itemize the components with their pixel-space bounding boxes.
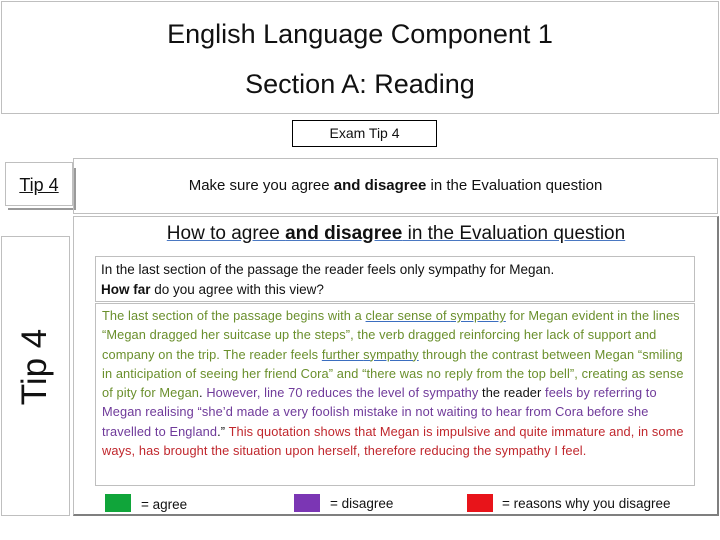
instruction-text-start: Make sure you agree	[188, 177, 334, 194]
answer-agree-1: The last section of the passage begins with a	[102, 308, 366, 323]
answer-disagree-1: However, line 70 reduces the level of sympathy	[206, 385, 483, 401]
question-rest: do you agree with this view?	[150, 282, 324, 297]
how-heading-bold: and disagree	[285, 223, 403, 244]
question-bold: How far	[101, 282, 151, 297]
question-box	[95, 256, 695, 302]
answer-punctuation-2: .”	[217, 423, 229, 439]
answer-agree-3: through the contrast between Megan “smiling in anticipation of seeing her friend Cora” and “there was no reply from the top bell”, creating as sense of pity for Megan	[102, 346, 684, 401]
tip-label: Tip 4	[5, 162, 73, 206]
legend-label-agree: = agree	[141, 497, 188, 512]
question-line-2	[101, 280, 694, 300]
title-banner	[1, 1, 719, 114]
how-heading-start: How to agree	[166, 223, 286, 244]
exam-tip-badge: Exam Tip 4	[292, 120, 437, 147]
legend-swatch-disagree	[294, 494, 320, 512]
answer-agree-emphasis-2: sympathy	[450, 308, 506, 323]
instruction-box	[73, 158, 718, 214]
answer-agree-2: for Megan evident in the lines “Megan dragged her suitcase up the steps”, the verb dragged reinforcing her lack of support and company on the trip. The reader feels	[102, 308, 680, 362]
legend-swatch-agree	[105, 494, 131, 512]
answer-disagree-2: feels by referring to Megan realising “she’d made a very foolish mistake in not waiting to hear from Cora before she travelled to England	[102, 385, 657, 439]
answer-agree-emphasis-3: further	[321, 346, 364, 362]
instruction-text-end: in the Evaluation question	[426, 177, 603, 194]
answer-agree-emphasis-1: clear sense of	[365, 308, 451, 323]
instruction-text-bold: and disagree	[333, 177, 427, 194]
answer-punctuation-1: .	[199, 385, 207, 401]
page-subtitle: Section A: Reading	[245, 69, 475, 99]
page-title: English Language Component 1	[167, 19, 553, 49]
model-answer	[95, 303, 695, 486]
legend-label-reasons: = reasons why you disagree	[502, 496, 671, 511]
answer-reason: This quotation shows that Megan is impulsive and quite immature and, in some ways, has brought the situation upon herself, therefore reducing the sympathy I feel.	[102, 423, 684, 459]
how-to-heading	[120, 223, 672, 245]
vertical-tip-label: Tip 4	[15, 328, 54, 406]
legend-label-disagree: = disagree	[330, 496, 394, 511]
legend-swatch-reasons	[467, 494, 493, 512]
answer-neutral-1: the reader	[482, 385, 546, 401]
how-heading-end: in the Evaluation question	[402, 223, 626, 244]
answer-agree-emphasis-4: sympathy	[363, 346, 419, 362]
question-line-1: In the last section of the passage the reader feels only sympathy for Megan.	[101, 262, 555, 277]
